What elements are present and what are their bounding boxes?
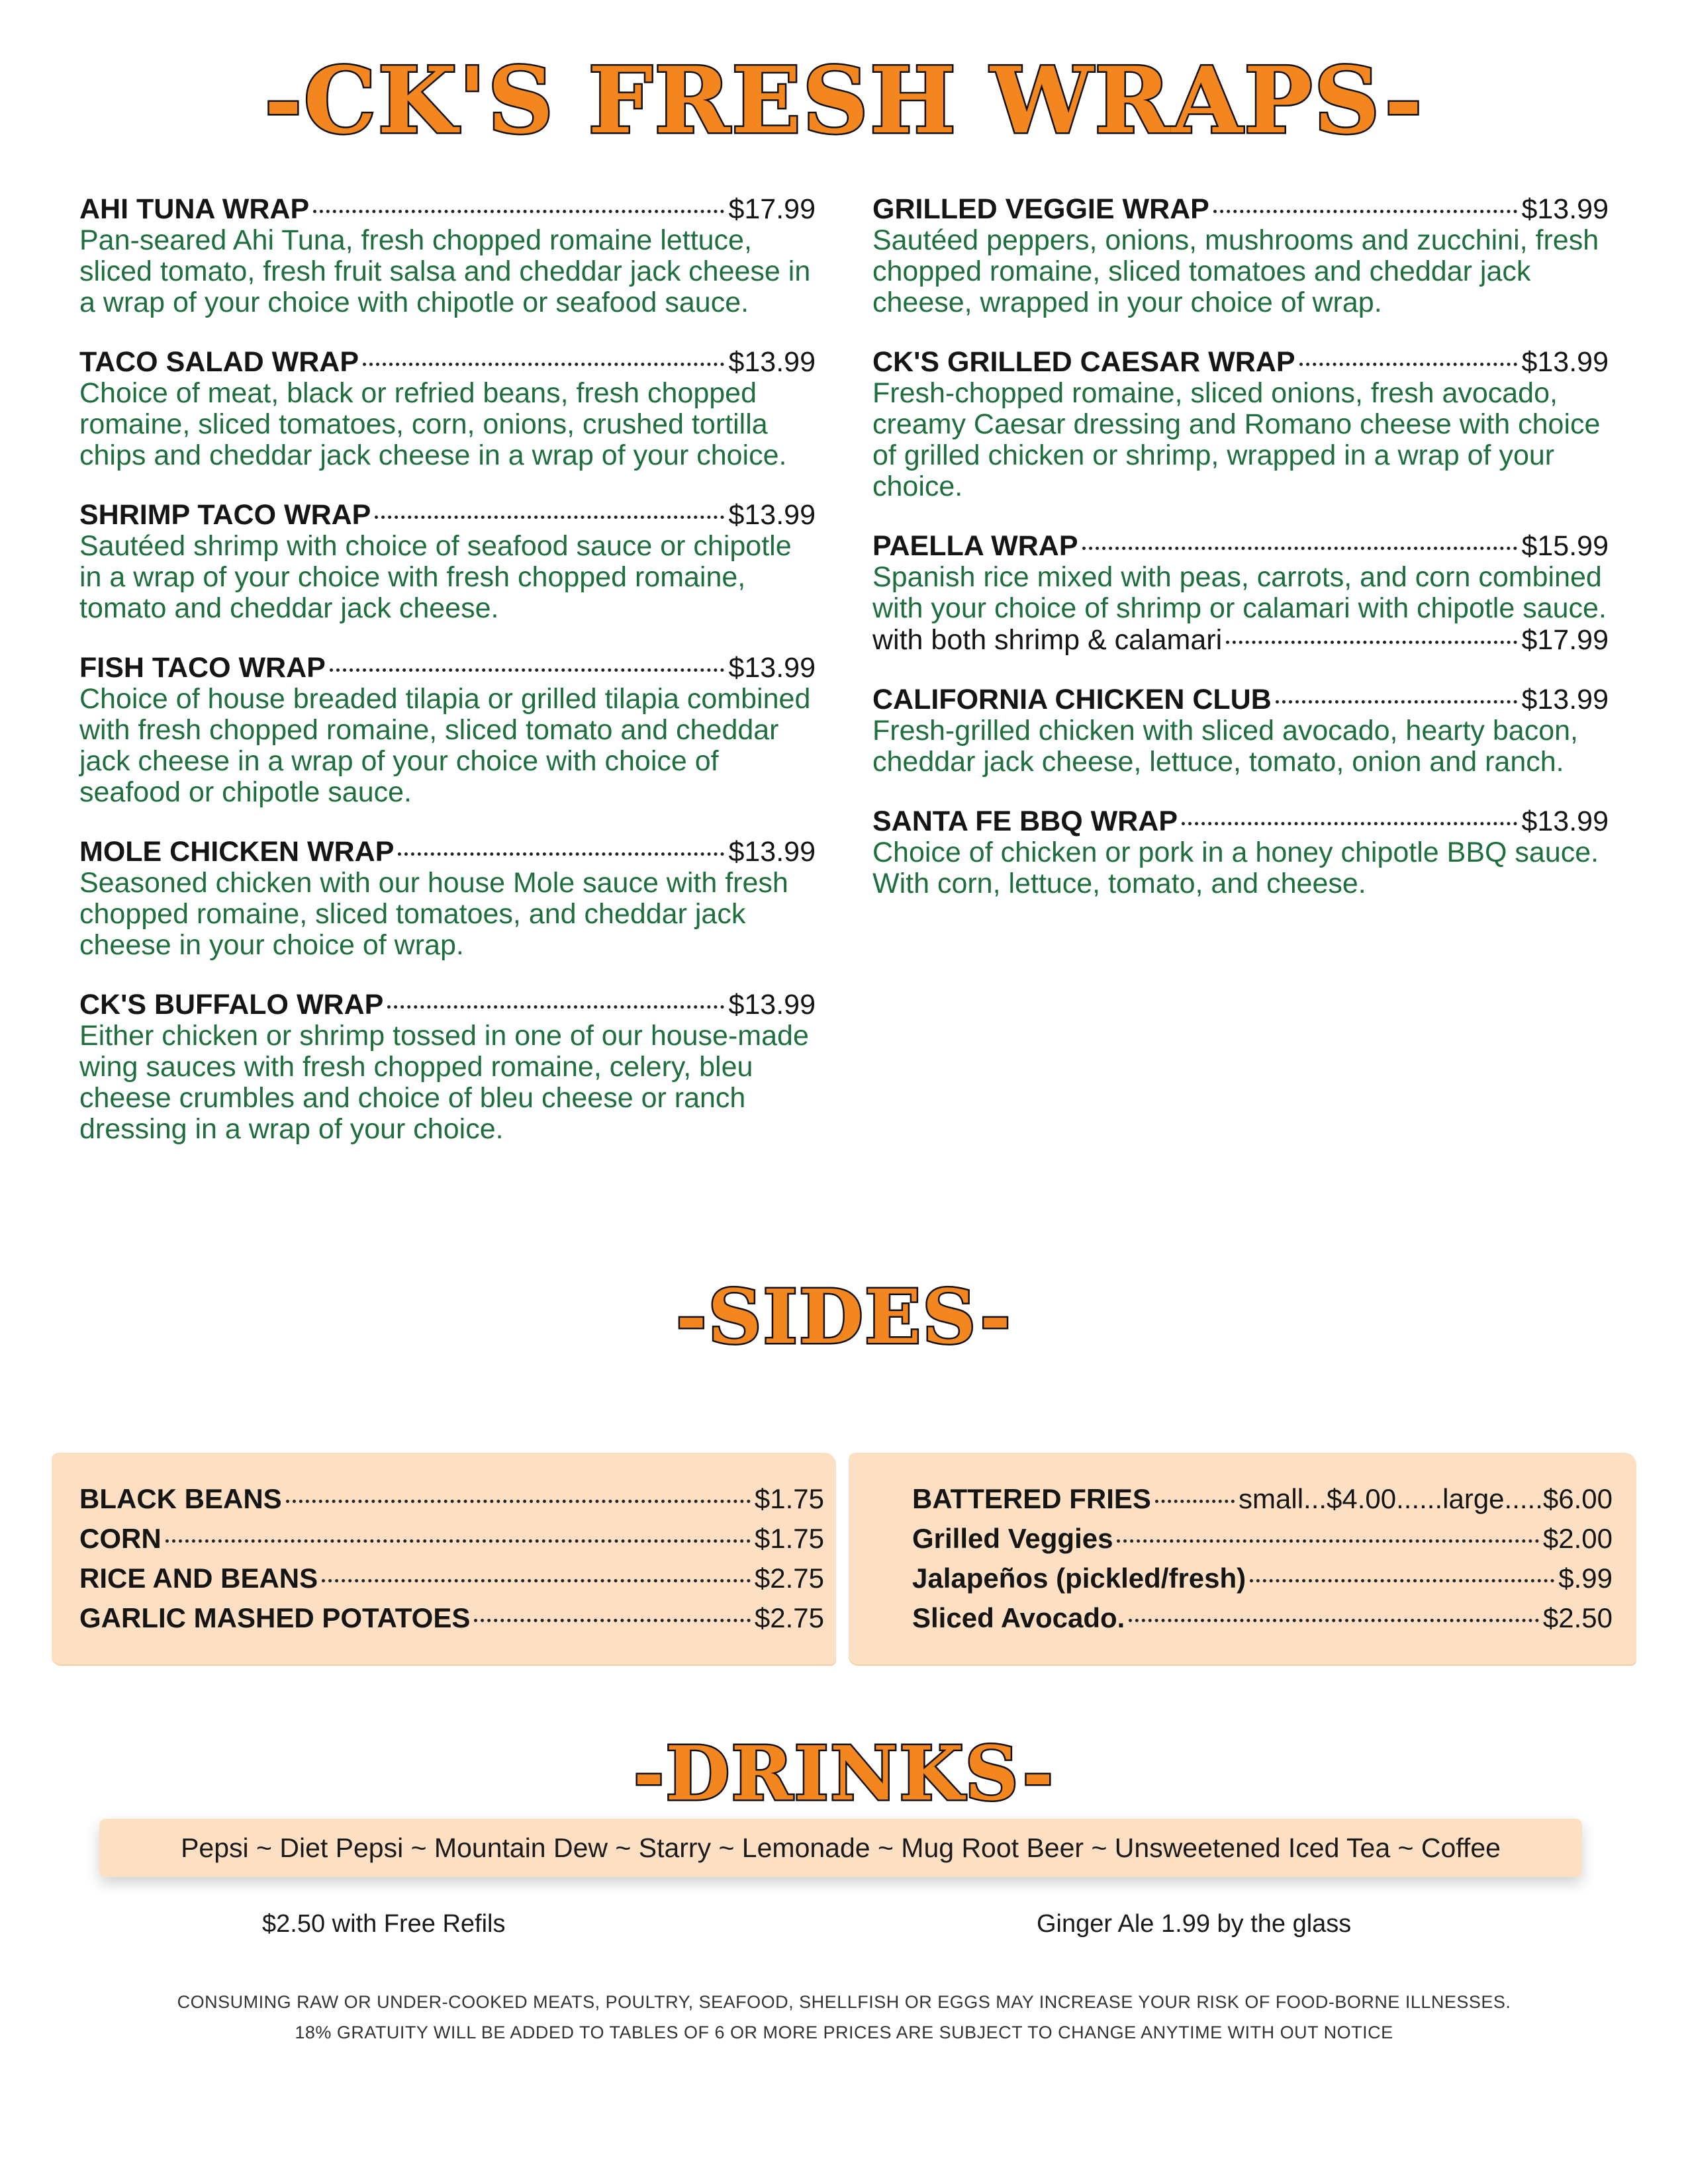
side-item-price: $2.75 <box>754 1563 824 1594</box>
menu-item-description: Fresh-grilled chicken with sliced avocado, hearty bacon, cheddar jack cheese, lettuce, tomato, onion and ranch. <box>872 715 1578 778</box>
health-disclaimer: CONSUMING RAW OR UNDER-COOKED MEATS, POULTRY, SEAFOOD, SHELLFISH OR EGGS MAY INCREASE YOUR RISK OF FOOD-BORNE ILLNESSES. <box>177 1992 1511 2012</box>
menu-item-header <box>79 499 816 531</box>
menu-item-price: $13.99 <box>728 989 816 1021</box>
dot-leader <box>375 516 724 519</box>
menu-item-price: $13.99 <box>1521 193 1609 225</box>
side-item-price: $1.75 <box>754 1483 824 1514</box>
menu-item-price: $13.99 <box>1521 346 1609 378</box>
menu-item-header <box>872 805 1609 837</box>
menu-item <box>79 836 816 961</box>
menu-item-option-name: with both shrimp & calamari <box>872 624 1223 656</box>
menu-item-option-price: $17.99 <box>1521 624 1609 656</box>
dot-leader <box>1213 210 1518 213</box>
menu-item-price: $13.99 <box>1521 684 1609 715</box>
side-item-price: $2.75 <box>754 1602 824 1633</box>
menu-item-option <box>872 624 1609 656</box>
menu-item <box>79 652 816 808</box>
drinks-list-bar <box>99 1819 1582 1877</box>
menu-item-price: $13.99 <box>728 499 816 531</box>
side-item <box>912 1479 1613 1519</box>
dot-leader <box>398 852 724 856</box>
dot-leader <box>1082 547 1518 550</box>
menu-item-header <box>872 684 1609 715</box>
menu-item-name: PAELLA WRAP <box>872 530 1078 562</box>
menu-item <box>79 346 816 471</box>
side-item <box>79 1479 824 1519</box>
menu-item-description: Sautéed peppers, onions, mushrooms and zucchini, fresh chopped romaine, sliced tomatoes and cheddar jack cheese, wrapped in your choice of wrap. <box>872 224 1599 318</box>
menu-item <box>79 499 816 624</box>
menu-item <box>872 346 1609 502</box>
menu-item-description: Pan-seared Ahi Tuna, fresh chopped romaine lettuce, sliced tomato, fresh fruit salsa and cheddar jack cheese in a wrap of your choice with chipotle or seafood sauce. <box>79 224 811 318</box>
side-item-price: $2.50 <box>1542 1602 1613 1633</box>
side-item <box>912 1598 1613 1638</box>
side-item-price: $2.00 <box>1542 1523 1613 1554</box>
side-item-name: Jalapeños (pickled/fresh) <box>912 1563 1246 1594</box>
menu-item-price: $13.99 <box>728 346 816 378</box>
side-item-name: BATTERED FRIES <box>912 1483 1151 1514</box>
menu-item-name: CK'S BUFFALO WRAP <box>79 989 384 1021</box>
menu-item-description: Choice of meat, black or refried beans, fresh chopped romaine, sliced tomatoes, corn, onions, crushed tortilla chips and cheddar jack cheese in a wrap of your choice. <box>79 377 787 471</box>
menu-item-description: Choice of chicken or pork in a honey chipotle BBQ sauce. With corn, lettuce, tomato, and cheese. <box>872 837 1599 899</box>
menu-item-header <box>79 346 816 378</box>
menu-item-header <box>872 530 1609 562</box>
sides-list-right <box>912 1479 1613 1638</box>
menu-item-name: AHI TUNA WRAP <box>79 193 310 225</box>
menu-item-name: CK'S GRILLED CAESAR WRAP <box>872 346 1295 378</box>
side-item <box>912 1519 1613 1559</box>
menu-item-name: FISH TACO WRAP <box>79 652 326 684</box>
menu-item-name: MOLE CHICKEN WRAP <box>79 836 395 868</box>
dot-leader <box>1117 1539 1538 1543</box>
side-item-name: CORN <box>79 1523 162 1554</box>
side-item-name: Sliced Avocado. <box>912 1602 1125 1633</box>
side-item-name: RICE AND BEANS <box>79 1563 318 1594</box>
side-item-name: Grilled Veggies <box>912 1523 1113 1554</box>
dot-leader <box>1155 1500 1235 1503</box>
menu-item <box>872 193 1609 318</box>
side-item <box>79 1598 824 1638</box>
menu-item-name: SANTA FE BBQ WRAP <box>872 805 1178 837</box>
sides-list-left <box>79 1479 824 1638</box>
dot-leader <box>1226 641 1517 644</box>
menu-item <box>872 684 1609 778</box>
menu-item-name: TACO SALAD WRAP <box>79 346 359 378</box>
drinks-list: Pepsi ~ Diet Pepsi ~ Mountain Dew ~ Starry ~ Lemonade ~ Mug Root Beer ~ Unsweetened Iced Tea ~ Coffee <box>181 1832 1501 1863</box>
dot-leader <box>1250 1579 1554 1582</box>
dot-leader <box>313 210 724 213</box>
menu-item-price: $13.99 <box>1521 805 1609 837</box>
menu-item-description: Seasoned chicken with our house Mole sauce with fresh chopped romaine, sliced tomatoes, and cheddar jack cheese in your choice of wrap. <box>79 867 788 961</box>
menu-item-price: $15.99 <box>1521 530 1609 562</box>
menu-item-header <box>872 346 1609 378</box>
wraps-right-column <box>872 193 1609 927</box>
wraps-heading: -CK'S FRESH WRAPS- <box>264 46 1424 154</box>
dot-leader <box>387 1005 724 1009</box>
menu-item <box>79 989 816 1145</box>
refill-note: $2.50 with Free Refils <box>262 1910 506 1938</box>
dot-leader <box>322 1579 751 1582</box>
menu-item-price: $13.99 <box>728 836 816 868</box>
menu-item-description: Sautéed shrimp with choice of seafood sauce or chipotle in a wrap of your choice with fresh chopped romaine, tomato and cheddar jack cheese. <box>79 530 792 624</box>
menu-item-description: Choice of house breaded tilapia or grilled tilapia combined with fresh chopped romaine, sliced tomato and cheddar jack cheese in a wrap of your choice with choice of seafood or chipotle sauce. <box>79 683 811 808</box>
dot-leader <box>363 363 724 366</box>
menu-item-name: CALIFORNIA CHICKEN CLUB <box>872 684 1272 715</box>
side-item-price: $.99 <box>1558 1563 1613 1594</box>
side-item-name: BLACK BEANS <box>79 1483 282 1514</box>
sides-heading: -SIDES- <box>676 1274 1012 1361</box>
menu-item <box>872 805 1609 899</box>
dot-leader <box>1129 1619 1539 1622</box>
menu-item-description: Spanish rice mixed with peas, carrots, and corn combined with your choice of shrimp or calamari with chipotle sauce. <box>872 561 1607 624</box>
menu-item-name: GRILLED VEGGIE WRAP <box>872 193 1209 225</box>
dot-leader <box>1276 700 1518 704</box>
menu-item-header <box>79 836 816 868</box>
menu-item-header <box>79 652 816 684</box>
sides-panel-left <box>52 1453 836 1664</box>
menu-item <box>79 193 816 318</box>
menu-item-price: $17.99 <box>728 193 816 225</box>
menu-item-header <box>79 989 816 1021</box>
wraps-left-column <box>79 193 816 1173</box>
menu-item-header <box>872 193 1609 225</box>
drinks-heading: -DRINKS- <box>633 1731 1055 1817</box>
dot-leader <box>330 668 725 672</box>
dot-leader <box>474 1619 751 1622</box>
side-item <box>79 1559 824 1598</box>
sides-panel-right <box>849 1453 1636 1664</box>
menu-item-description: Fresh-chopped romaine, sliced onions, fresh avocado, creamy Caesar dressing and Romano cheese with choice of grilled chicken or shrimp, wrapped in a wrap of your choice. <box>872 377 1601 502</box>
side-item <box>79 1519 824 1559</box>
dot-leader <box>1299 363 1518 366</box>
menu-item-price: $13.99 <box>728 652 816 684</box>
side-item-price: $1.75 <box>754 1523 824 1554</box>
side-item <box>912 1559 1613 1598</box>
dot-leader <box>286 1500 751 1503</box>
gratuity-disclaimer: 18% GRATUITY WILL BE ADDED TO TABLES OF 6 OR MORE PRICES ARE SUBJECT TO CHANGE ANYTIME WITH OUT NOTICE <box>295 2023 1393 2042</box>
dot-leader <box>165 1539 751 1543</box>
ginger-ale-note: Ginger Ale 1.99 by the glass <box>1037 1910 1352 1938</box>
side-item-name: GARLIC MASHED POTATOES <box>79 1602 471 1633</box>
menu-item <box>872 530 1609 656</box>
menu-item-description: Either chicken or shrimp tossed in one of our house-made wing sauces with fresh chopped romaine, celery, bleu cheese crumbles and choice of bleu cheese or ranch dressing in a wrap of your choice. <box>79 1020 809 1145</box>
side-item-price: small...$4.00......large.....$6.00 <box>1239 1483 1613 1514</box>
dot-leader <box>1182 822 1517 825</box>
menu-item-name: SHRIMP TACO WRAP <box>79 499 371 531</box>
menu-item-header <box>79 193 816 225</box>
